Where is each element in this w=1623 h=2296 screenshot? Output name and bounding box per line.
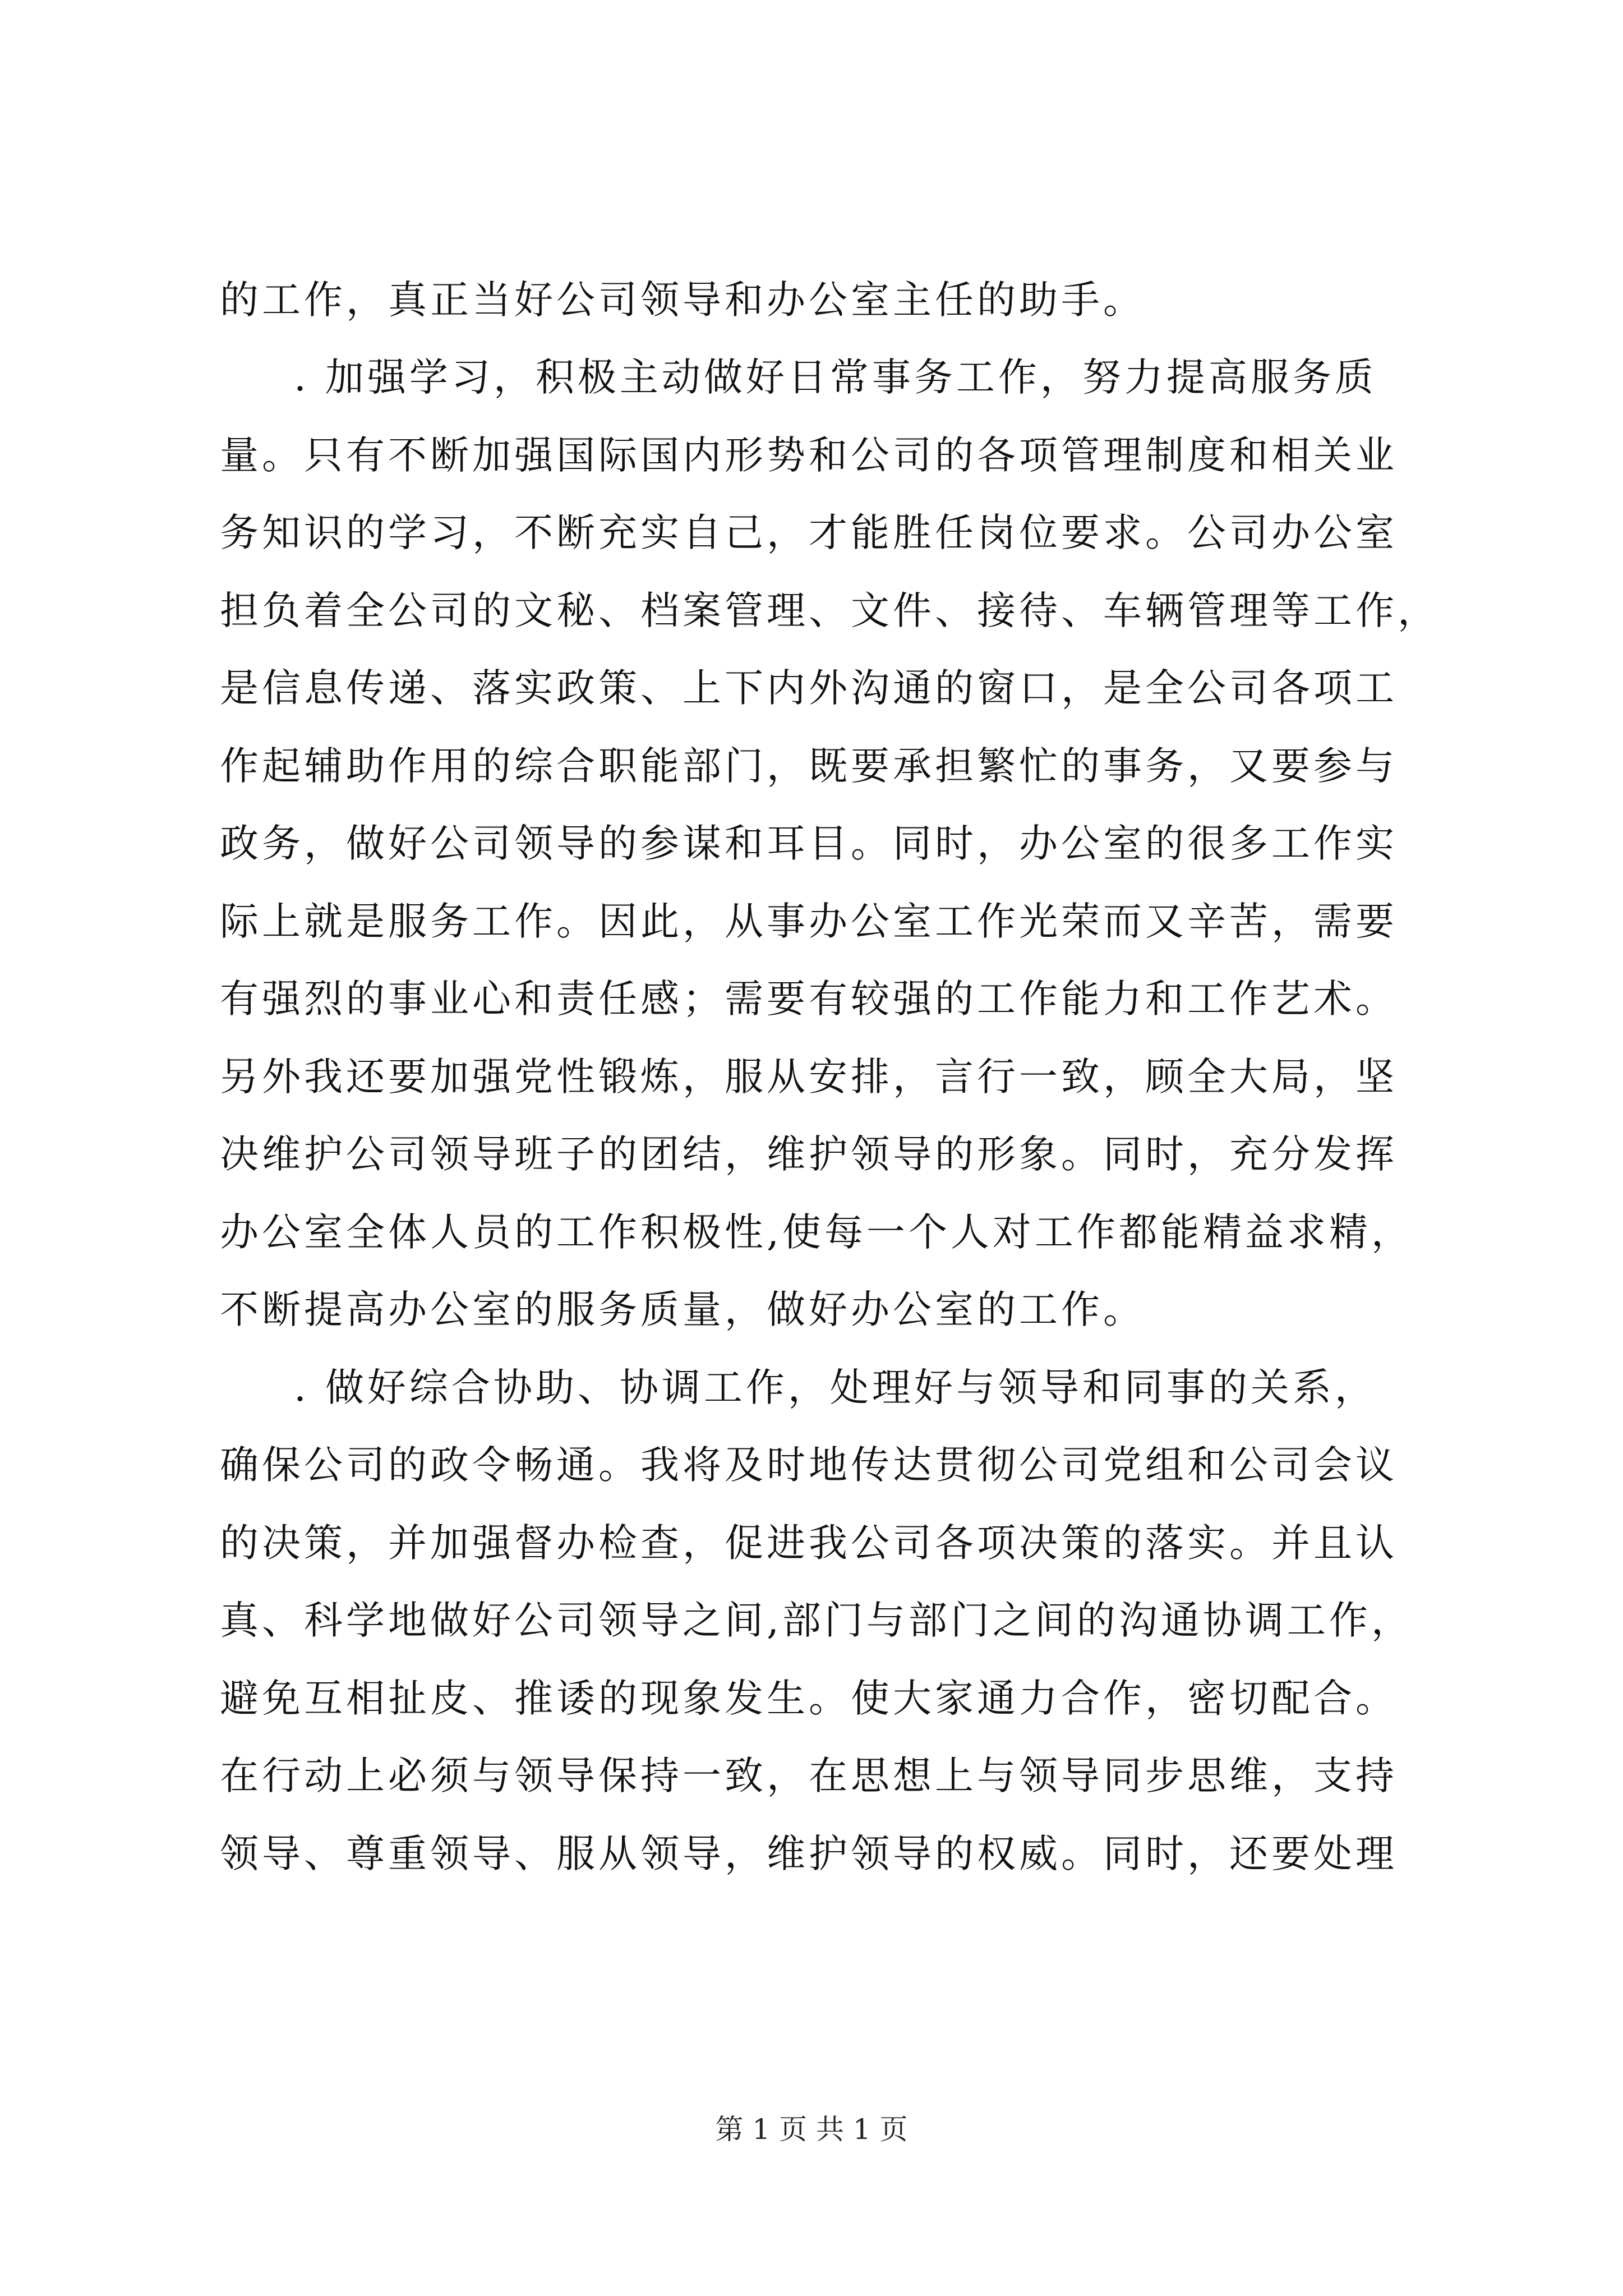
text-line-18: 真、科学地做好公司领导之间,部门与部门之间的沟通协调工作， — [220, 1598, 1413, 1643]
text-line-10: 有强烈的事业心和责任感；需要有较强的工作能力和工作艺术。 — [220, 977, 1398, 1022]
text-line-6: 是信息传递、落实政策、上下内外沟通的窗口，是全公司各项工 — [220, 666, 1398, 711]
text-line-3: 量。只有不断加强国际国内形势和公司的各项管理制度和相关业 — [220, 433, 1398, 478]
text-line-8: 政务，做好公司领导的参谋和耳目。同时，办公室的很多工作实 — [220, 821, 1398, 866]
text-line-2: . 加强学习，积极主动做好日常事务工作，努力提高服务质 — [294, 355, 1377, 400]
text-line-12: 决维护公司领导班子的团结，维护领导的形象。同时，充分发挥 — [220, 1132, 1398, 1177]
text-line-5: 担负着全公司的文秘、档案管理、文件、接待、车辆管理等工作， — [220, 588, 1440, 633]
text-line-14: 不断提高办公室的服务质量，做好办公室的工作。 — [220, 1287, 1145, 1332]
text-line-1: 的工作，真正当好公司领导和办公室主任的助手。 — [220, 278, 1145, 323]
page-footer: 第 1 页 共 1 页 — [715, 2113, 908, 2146]
text-line-11: 另外我还要加强党性锻炼，服从安排，言行一致，顾全大局，坚 — [220, 1055, 1398, 1099]
text-line-13: 办公室全体人员的工作积极性,使每一个人对工作都能精益求精， — [220, 1210, 1413, 1255]
text-line-4: 务知识的学习，不断充实自己，才能胜任岗位要求。公司办公室 — [220, 510, 1398, 555]
text-line-19: 避免互相扯皮、推诿的现象发生。使大家通力合作，密切配合。 — [220, 1676, 1398, 1721]
text-line-16: 确保公司的政令畅通。我将及时地传达贯彻公司党组和公司会议 — [220, 1443, 1398, 1488]
text-line-20: 在行动上必须与领导保持一致，在思想上与领导同步思维，支持 — [220, 1754, 1398, 1798]
text-line-17: 的决策，并加强督办检查，促进我公司各项决策的落实。并且认 — [220, 1521, 1398, 1566]
text-line-9: 际上就是服务工作。因此，从事办公室工作光荣而又辛苦，需要 — [220, 899, 1398, 944]
text-line-7: 作起辅助作用的综合职能部门，既要承担繁忙的事务，又要参与 — [220, 744, 1398, 789]
text-line-15: . 做好综合协助、协调工作，处理好与领导和同事的关系， — [294, 1365, 1377, 1410]
text-line-21: 领导、尊重领导、服从领导，维护领导的权威。同时，还要处理 — [220, 1832, 1398, 1876]
